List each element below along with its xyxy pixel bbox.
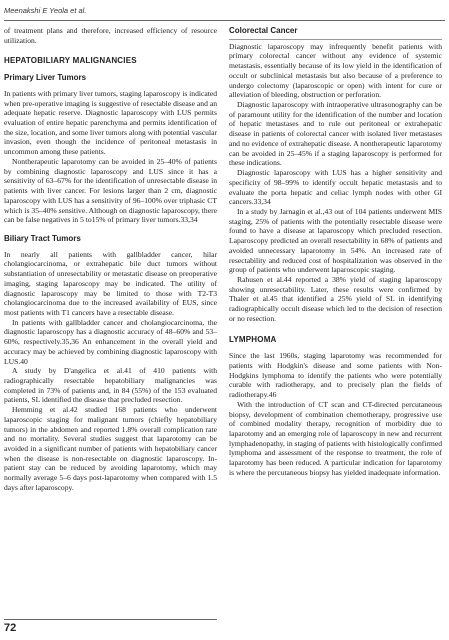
paragraph-colorectal-3: Diagnostic laparoscopy with LUS has a higher sensitivity and specificity of 98–99% to identify occult hepatic metastasis and to evaluate the porta hepatic and celiac lymph nodes with other GI cancers.33,34 — [229, 168, 442, 207]
subsection-heading-liver: Primary Liver Tumors — [4, 73, 87, 83]
running-header-authors: Meenakshi E Yeola et al. — [4, 6, 87, 15]
subsection-heading-biliary: Biliary Tract Tumors — [4, 233, 81, 243]
colorectal-heading-rule — [229, 39, 442, 40]
header-rule — [4, 20, 445, 21]
paragraph-biliary-3: A study by D'angelica et al.41 of 410 patients with radiographically resectable hepatobiliary malignancies was completed in 73% of patients and, in 84 (55%) of the 153 evaluated patients, SL identified the disease that precluded resection. — [4, 366, 217, 405]
section-heading-lymphoma: LYMPHOMA — [229, 334, 277, 344]
paragraph-lymphoma-2: With the introduction of CT scan and CT-directed percutaneous biopsy, development of combination chemotherapy, progressive use of combined modality therapy, recognition of morbidity due to laparotomy and an emerging role of laparoscopy in new and recurrent lymphadenopathy, in staging of patients with histologically confirmed lymphoma and assessment of the response to treatment, the role of laparotomy has been reduced. A particular indication for laparotomy is where the percutaneous biopsy has yielded inadequate information. — [229, 399, 442, 477]
running-header — [4, 6, 445, 21]
page-number: 72 — [4, 622, 17, 634]
paragraph-biliary-2: In patients with gallbladder cancer and cholangiocarcinoma, the diagnostic laparoscopy has a diagnostic accuracy of 48–60% and 53–60%, respectively.35,36 An enhancement in the overall yield and accuracy may be achieved by combining diagnostic laparoscopy with LUS.40 — [4, 317, 217, 366]
paragraph-biliary-1: In nearly all patients with gallbladder cancer, hilar cholangiocarcinoma, or extrahepatic bile duct tumors without substantiation of unresectability or metastatic disease on preoperative imaging, staging laparoscopy may be indicated. The utility of diagnostic laparoscopy may be limited to those with T2-T3 cholangiocarcinoma due to the increased availability of EUS, since most patients with T1 cancers have a resectable disease. — [4, 249, 217, 317]
paragraph-biliary-4: Hemming et al.42 studied 168 patients who underwent laparoscopic staging for malignant tumors (chiefly hepatobiliary tumors) in the abdomen and reported 1.8% overall complication rate and no mortality. Several studies suggest that laparotomy can be avoided in a significant number of patients with hepatobiliary cancer when the disease is non-resectable on diagnostic laparoscopy. In-patient stay can be reduced by avoiding laparotomy, which may normally average 5–6 days post-laparotomy when compared with 1.5 days after laparoscopy. — [4, 405, 217, 492]
paragraph-liver-1: In patients with primary liver tumors, staging laparoscopy is indicated when pre-operative imaging is suggestive of resectable disease and an adequate hepatic reserve. Diagnostic laparoscopy with LUS permits evaluation of entire hepatic parenchyma and permits identification of the size, location, and some liver tumors along with potential vascular invasion, even though the incidence of peritoneal metastasis in uncommon among these patients. — [4, 88, 217, 157]
right-column — [229, 26, 442, 478]
paragraph-colorectal-5: Rahusen et al.44 reported a 38% yield of staging laparoscopy showing unresectability. Later, these results were confirmed by Thaler et al.45 that identified a 25% yield of SL in identifying radiographically occult disease which led to the decision of resection or no resection. — [229, 274, 442, 323]
left-column — [4, 26, 217, 493]
paragraph-colorectal-4: In a study by Jarnagin et al.,43 out of 104 patients underwent MIS staging, 25% of patients with the potentially resectable disease were found to have a disease at laparoscopy which precluded resection. Laparoscopy predicted an overall resectability in 68% of patients and avoided unnecessary laparotomy in 54%. An increased rate of resectability and reduced cost of hospitalization was observed in the group of patients who underwent laparoscopic staging. — [229, 206, 442, 275]
footer-rule — [4, 619, 217, 620]
subsection-heading-colorectal: Colorectal Cancer — [229, 26, 298, 35]
paragraph-intro: of treatment plans and therefore, increased efficiency of resource utilization. — [4, 26, 217, 45]
paragraph-colorectal-2: Diagnostic laparoscopy with intraoperative ultrasonography can be of paramount utility for the identification of the number and location of hepatic metastases and to rule out peritoneal or extrahepatic disease in patients of colorectal cancer with isolated liver metastases and no evidence of extrahepatic disease. A nontherapeutic laparotomy can be avoided in 25–45% if a staging laparoscopy is performed for these indications. — [229, 100, 442, 168]
paragraph-liver-2: Nontherapeutic laparotomy can be avoided in 25–40% of patients by combining diagnostic laparoscopy and LUS since it has a sensitivity of 63–67% for the identification of unresectable disease in patients with liver cancer. For lesions larger than 2 cm, diagnostic laparoscopy with LUS has a sensitivity of 96–100% over triphasic CT which is 35–40% sensitive. Although on diagnostic laparoscopy, there can be false negatives in 5 to15% of primary liver tumors.33,34 — [4, 156, 218, 225]
paragraph-lymphoma-1: Since the last 1960s, staging laparotomy was recommended for patients with Hodgkin's disease and some patients with Non-Hodgkins lymphoma to identify the patients who were potentially curable with radiotherapy, and to precisely plan the fields of radiotherapy.46 — [229, 351, 442, 400]
section-heading-hepatobiliary: HEPATOBILIARY MALIGNANCIES — [4, 56, 137, 66]
paragraph-colorectal-1: Diagnostic laparoscopy may infrequently benefit patients with primary colorectal cancer without any evidence of systemic metastasis, essentially because of its low yield in the identification of occult or subclinical metastasis but also because of a preference to undergo colectomy (laparoscopic or open) with intent for cure or alleviation of bleeding, obstruction or perforation. — [229, 41, 442, 100]
